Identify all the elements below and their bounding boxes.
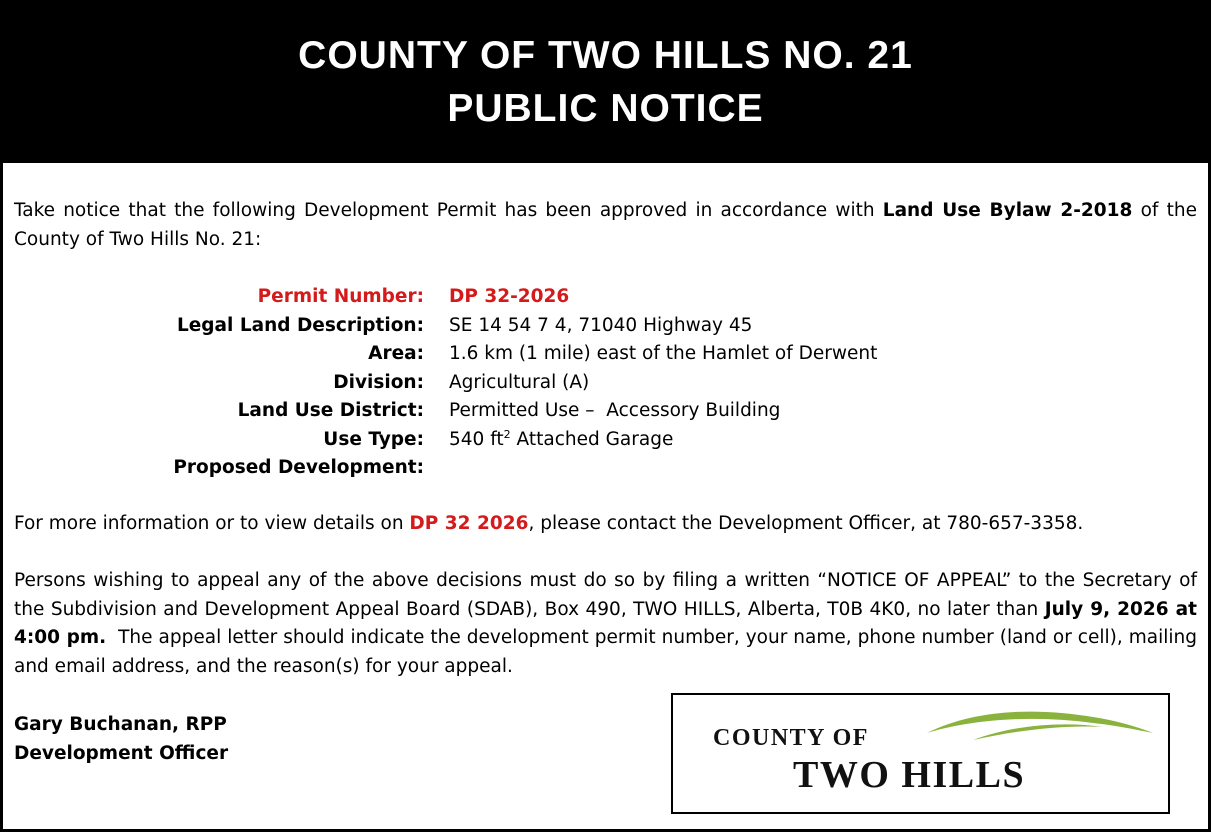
use-type-row bbox=[3, 426, 1103, 455]
land-use-district-value: Permitted Use – Accessory Building bbox=[449, 400, 781, 421]
header-county-title: COUNTY OF TWO HILLS NO. 21 bbox=[298, 34, 913, 77]
legal-description-row bbox=[3, 312, 1103, 341]
intro-text-after: of the County of Two Hills No. 21: bbox=[14, 200, 1197, 250]
signature-title: Development Officer bbox=[14, 742, 229, 764]
land-use-district-label: Land Use District: bbox=[237, 400, 424, 421]
info-text-after: , please contact the Development Officer, at 780-657-3358. bbox=[528, 513, 1084, 534]
use-type-superscript: 2 bbox=[503, 427, 511, 441]
appeal-paragraph bbox=[14, 567, 1203, 681]
logo-hill-upper-icon bbox=[927, 712, 1153, 733]
division-row bbox=[3, 369, 1103, 398]
division-label: Division: bbox=[333, 371, 424, 393]
area-row bbox=[3, 340, 1103, 369]
intro-bylaw: Land Use Bylaw 2-2018 bbox=[882, 200, 1133, 221]
land-use-district-row bbox=[3, 397, 1103, 426]
county-logo-graphic bbox=[673, 695, 1168, 812]
info-paragraph bbox=[14, 510, 1197, 539]
area-value: 1.6 km (1 mile) east of the Hamlet of Derwent bbox=[449, 343, 878, 364]
logo-two-hills-text: TWO HILLS bbox=[793, 754, 1026, 796]
permit-details bbox=[3, 283, 1103, 483]
permit-number-label: Permit Number: bbox=[257, 286, 424, 307]
header-notice-title: PUBLIC NOTICE bbox=[447, 87, 764, 130]
info-text-before: For more information or to view details on bbox=[14, 513, 410, 534]
proposed-development-row bbox=[3, 454, 1103, 483]
division-value: Agricultural (A) bbox=[449, 371, 590, 393]
appeal-text-1: Persons wishing to appeal any of the above decisions must do so by filing a written “NOTICE OF APPEAL” to the Secretary of the Subdivision and Development Appeal Board (SDAB), Box 490, TWO HILLS, Alberta, T0B 4K0, no later than bbox=[14, 570, 1197, 620]
intro-text-before: Take notice that the following Development Permit has been approved in accordance with bbox=[14, 200, 883, 221]
info-permit-ref: DP 32 2026 bbox=[409, 513, 529, 534]
use-type-label: Use Type: bbox=[323, 428, 424, 450]
area-label: Area: bbox=[368, 343, 424, 364]
intro-paragraph bbox=[14, 197, 1197, 254]
appeal-deadline: July 9, 2026 at 4:00 pm. bbox=[14, 598, 1197, 648]
use-type-description: Attached Garage bbox=[510, 428, 674, 450]
logo-hill-lower-icon bbox=[973, 724, 1103, 740]
permit-number-value: DP 32-2026 bbox=[449, 286, 570, 307]
logo-county-of-text: COUNTY OF bbox=[713, 725, 869, 751]
appeal-text-2: The appeal letter should indicate the development permit number, your name, phone number (land or cell), mailing and email address, and the reason(s) for your appeal. bbox=[14, 627, 1203, 677]
permit-number-row bbox=[3, 283, 1103, 312]
proposed-development-label: Proposed Development: bbox=[173, 457, 424, 478]
signature-name: Gary Buchanan, RPP bbox=[14, 714, 227, 735]
signature-block bbox=[14, 711, 228, 768]
county-logo bbox=[671, 693, 1170, 814]
use-type-size: 540 ft bbox=[449, 428, 504, 450]
legal-description-value: SE 14 54 7 4, 71040 Highway 45 bbox=[449, 314, 753, 336]
notice-header bbox=[3, 3, 1208, 163]
use-type-value bbox=[449, 426, 673, 455]
legal-description-label: Legal Land Description: bbox=[176, 314, 424, 336]
